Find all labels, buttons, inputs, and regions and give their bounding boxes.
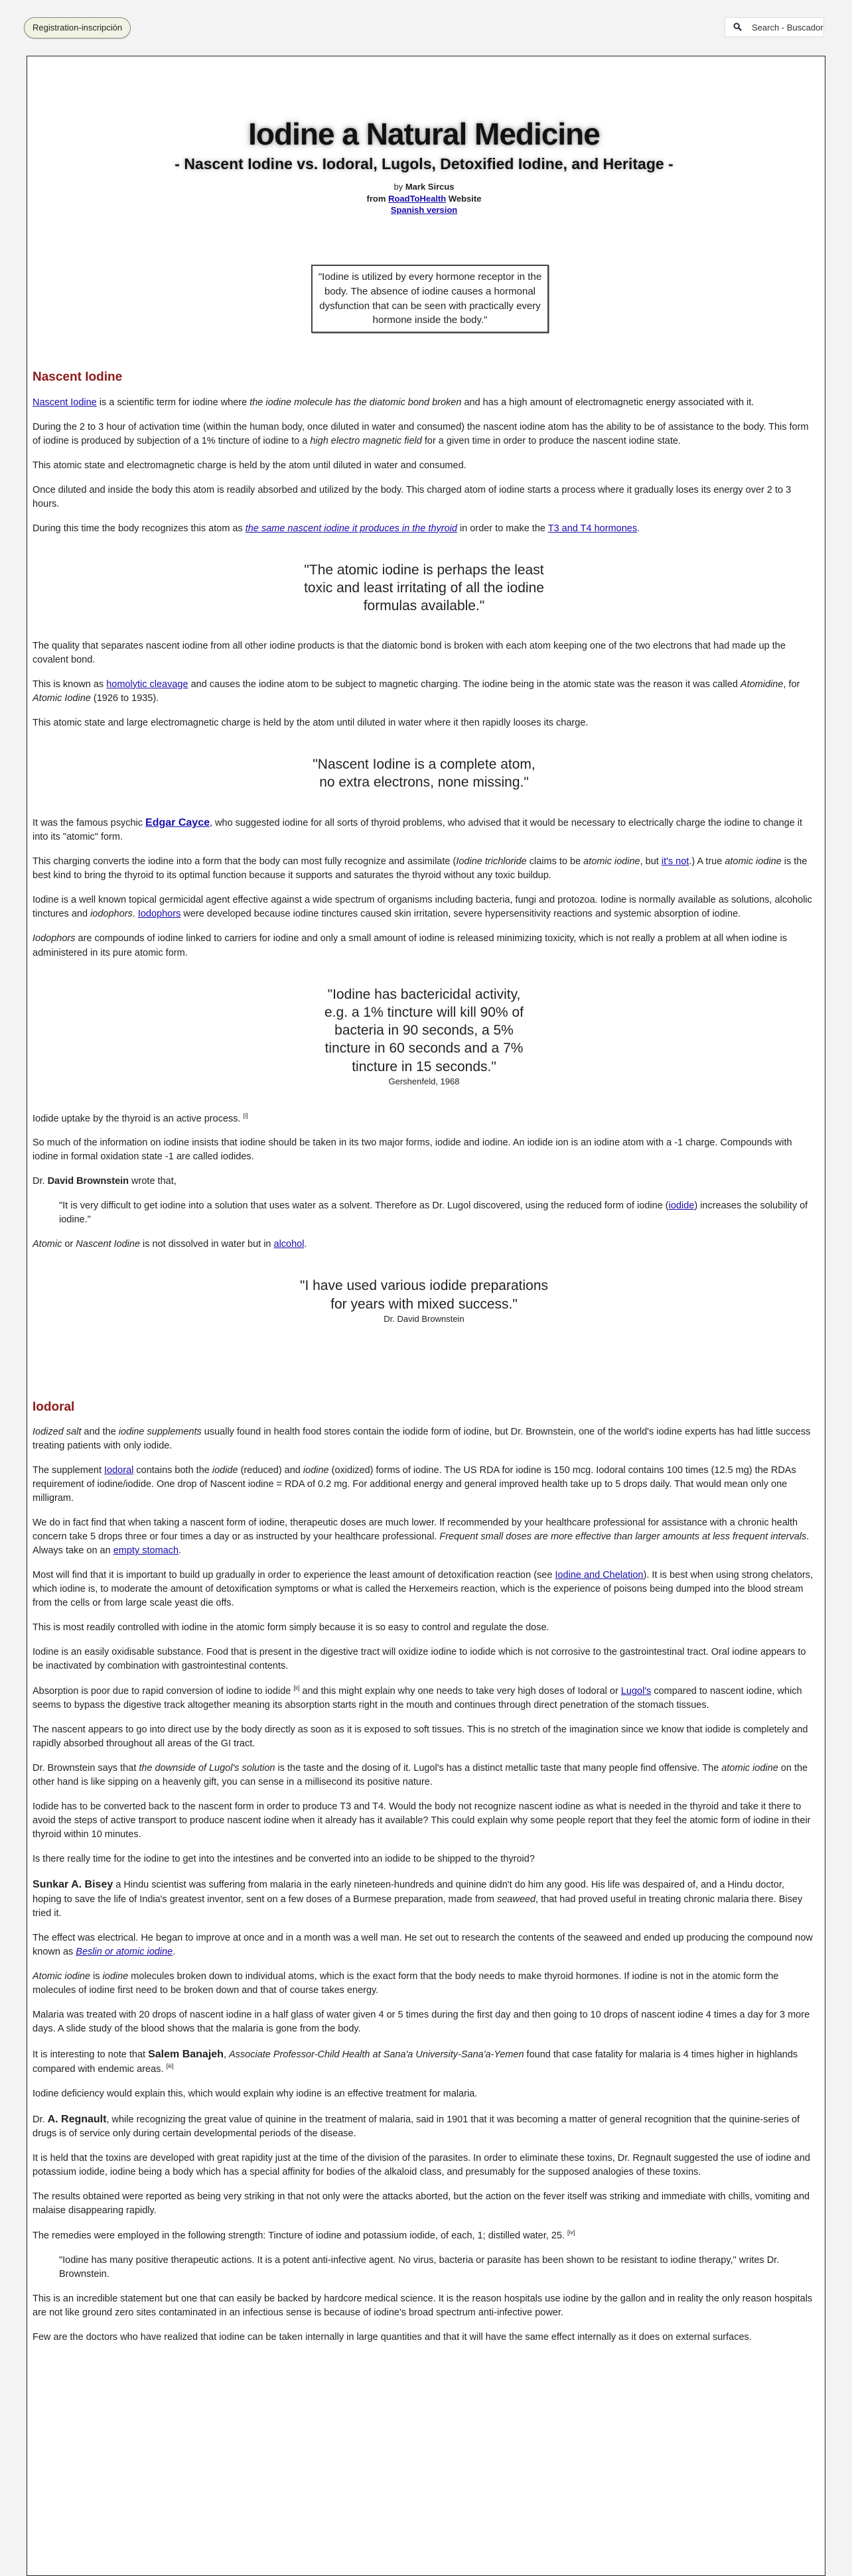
text: is <box>90 1970 103 1982</box>
text: contains both the <box>133 1465 212 1476</box>
text: the iodine molecule has the diatomic bond broken <box>249 397 462 408</box>
paragraph <box>33 2112 816 2141</box>
text: claims to be <box>526 856 584 868</box>
pull-quote-source: Dr. David Brownstein <box>384 1314 464 1324</box>
paragraph <box>33 2047 816 2077</box>
text: Dr. <box>33 1176 48 1187</box>
text: . <box>178 1545 182 1557</box>
text: It is interesting to note that <box>33 2049 149 2060</box>
paragraph: Is there really time for the iodine to get into the intestines and be converted into an iodide to be shipped to the thyroid? <box>33 1854 535 1865</box>
text: Iodine trichloride <box>456 856 527 868</box>
text: for a given time in order to produce the nascent iodine state. <box>421 435 681 446</box>
paragraph <box>33 1175 816 1189</box>
text: atomic iodine <box>725 856 782 868</box>
text: iodine <box>102 1970 129 1982</box>
text: Atomic <box>33 1239 62 1250</box>
text: ). It is best when using strong chelators, which iodine is, to moderate the amount of detoxification symptoms or what is called the Herxemeirs reaction, which is the experience of poisons being dumped into the blood stream from the cells or from large scale yeast die offs. <box>33 1570 813 1609</box>
page-subtitle: - Nascent Iodine vs. Iodoral, Lugols, Detoxified Iodine, and Heritage - <box>175 155 674 172</box>
text: usually found in health food stores contain the iodide form of iodine, but Dr. Brownstein, one of the world's iodine experts has had little success treating patients with only iodide. <box>33 1427 811 1452</box>
text: (oxidized) forms of iodine. The US RDA for iodine is 150 mcg. Iodoral contains 100 times (12.5 mg) the RDAs requirement of iodine/iodide. One drop of Nascent iodine = RDA of 0.2 mg. For additional energy and general improved health take up to 5 drops daily. That would mean only one milligram. <box>33 1465 796 1504</box>
nascent-iodine-link[interactable]: Nascent Iodine <box>33 397 97 408</box>
text: , but <box>640 856 662 868</box>
thyroid-nascent-link[interactable]: the same nascent iodine it produces in the thyroid <box>245 523 457 534</box>
site-link[interactable]: RoadToHealth <box>388 193 447 204</box>
paragraph: Once diluted and inside the body this atom is readily absorbed and utilized by the body. This charged atom of iodine starts a process where it gradually loses its energy over 2 to 3 hours. <box>33 484 792 509</box>
text: the downside of Lugol's solution <box>139 1763 275 1774</box>
pull-quote: "Nascent Iodine is a complete atom, no extra electrons, none missing." <box>313 756 535 790</box>
page-title: Iodine a Natural Medicine <box>248 117 600 151</box>
paragraph <box>33 2228 816 2243</box>
text: Absorption is poor due to rapid conversion of iodine to iodide <box>33 1686 294 1697</box>
pull-quote <box>33 1277 816 1324</box>
text: is not dissolved in water but in <box>140 1239 274 1250</box>
text: iodide <box>212 1465 238 1476</box>
text: Associate Professor-Child Health at Sana'a University-Sana'a-Yemen <box>229 2049 524 2060</box>
text: During the 2 to 3 hour of activation time (within the human body, once diluted in water and consumed) the nascent iodine atom has the ability to be of assistance to the body. This form of iodine is produced by subjection of a 1% tincture of iodine to a <box>33 421 809 446</box>
search-label: Search - Buscador <box>752 23 823 32</box>
paragraph <box>33 1425 816 1453</box>
paragraph: Iodide has to be converted back to the nascent form in order to produce T3 and T4. Would the body not recognize nascent iodine as what is needed in the thyroid and take it there to avoid the steps of active transport to produce nascent iodine when it already has it available? This could explain why some people report that they feel the atomic form of iodine in their thyroid within 10 minutes. <box>33 1801 811 1840</box>
iodoral-link[interactable]: Iodoral <box>104 1465 134 1476</box>
text: A. Regnault <box>47 2113 107 2125</box>
paragraph <box>33 1238 816 1252</box>
paragraph <box>33 1931 816 1959</box>
text: Atomic Iodine <box>33 692 91 704</box>
text: (reduced) and <box>238 1465 303 1476</box>
paragraph <box>33 1762 816 1789</box>
text: Frequent small doses are more effective than larger amounts at less frequent intervals <box>439 1531 807 1543</box>
text: Iodized salt <box>33 1427 82 1438</box>
text: and has a high amount of electromagnetic energy associated with it. <box>461 397 754 408</box>
registration-button[interactable]: Registration-inscripción <box>24 17 131 38</box>
paragraph <box>33 855 816 883</box>
from-prefix: from <box>366 193 386 204</box>
footnote-ref[interactable]: [iii] <box>166 2062 174 2069</box>
paragraph <box>33 396 816 410</box>
paragraph: Few are the doctors who have realized that iodine can be taken internally in large quantities and that it will have the same effect internally as it does on external surfaces. <box>33 2331 752 2343</box>
t3-t4-hormones-link[interactable]: T3 and T4 hormones <box>547 523 638 534</box>
text: is the taste and the dosing of it. Lugol's has a distinct metallic taste that many people find offensive. The <box>275 1763 722 1774</box>
iodide-link[interactable]: iodide <box>668 1200 695 1212</box>
iodine-chelation-link[interactable]: Iodine and Chelation <box>555 1570 644 1581</box>
paragraph <box>33 1569 816 1610</box>
article-content <box>33 56 816 2355</box>
pull-quote-text: "Iodine has bactericidal activity, e.g. a 1% tincture will kill 90% of bacteria in 90 seconds, a 5% tincture in 60 seconds and a 7% tincture in 15 seconds." <box>324 986 524 1074</box>
paragraph: Iodine is an easily oxidisable substance. Food that is present in the digestive tract will oxidize iodine to iodide which is not corrosive to the gastrointestinal tract. Oral iodine appears to be inactivated by combination with gastrointestinal contents. <box>33 1647 806 1672</box>
block-quote: "Iodine has many positive therapeutic actions. It is a potent anti-infective agent. No virus, bacteria or parasite has been shown to be resistant to iodine therapy," writes Dr. Brownstein. <box>59 2254 780 2280</box>
paragraph: It is held that the toxins are developed with great rapidity just at the time of the division of the parasites. In order to eliminate these toxins, Dr. Regnault suggested the use of iodine and potassium iodide, iodine being a body which has a special affinity for bodies of the alkaloid class, and presumably for the supposed analogies of these toxins. <box>33 2152 810 2177</box>
intro-quote: "Iodine is utilized by every hormone receptor in the body. The absence of iodine causes a hormonal dysfunction that can be seen with practically every hormone inside the body." <box>311 265 549 333</box>
text: , for <box>783 678 800 690</box>
its-not-link[interactable]: it's not <box>661 856 689 868</box>
text: , while recognizing the great value of quinine in the treatment of malaria, said in 1901 that it was becoming a matter of general recognition that the quinine-series of drugs is of service only during certain developmental periods of the disease. <box>33 2114 800 2139</box>
article-page <box>27 56 825 2576</box>
text: . <box>304 1239 307 1250</box>
text: in order to make the <box>457 523 548 534</box>
text: iodine <box>303 1465 329 1476</box>
text: a Hindu scientist was suffering from malaria in the early nineteen-hundreds and quinine didn't do him any good. His life was despaired of, and a Hindu doctor, hoping to save the life of India's greatest inventor, sent on a few doses of a Burmese preparation, made from <box>33 1880 784 1905</box>
text: "It is very difficult to get iodine into a solution that uses water as a solvent. Therefore as Dr. Lugol discovered, using the reduced form of iodine ( <box>59 1200 669 1212</box>
by-prefix: by <box>393 182 403 192</box>
text: or <box>62 1239 76 1250</box>
text: , <box>223 2049 229 2060</box>
pull-quote-source: Gershenfeld, 1968 <box>388 1076 460 1086</box>
text: iodophors <box>90 909 133 920</box>
text: , that had proved useful in treating chronic malaria there. Bisey tried it. <box>33 1894 803 1919</box>
section-heading-nascent: Nascent Iodine <box>33 370 123 384</box>
text: wrote that, <box>129 1176 177 1187</box>
paragraph: Iodine deficiency would explain this, which would explain why iodine is an effective treatment for malaria. <box>33 2088 478 2099</box>
text: Nascent Iodine <box>76 1239 141 1250</box>
author-name: Mark Sircus <box>405 182 455 192</box>
footnote-ref[interactable]: [i] <box>243 1112 248 1119</box>
paragraph: This atomic state and electromagnetic charge is held by the atom until diluted in water and consumed. <box>33 460 466 471</box>
text: and this might explain why one needs to take very high doses of Iodoral or <box>299 1686 621 1697</box>
text: seaweed <box>496 1894 536 1905</box>
text: This charging converts the iodine into a form that the body can most fully recognize and assimilate ( <box>33 856 457 868</box>
text: Salem Banajeh <box>148 2048 224 2060</box>
paragraph <box>33 1684 816 1712</box>
text: It was the famous psychic <box>33 818 146 829</box>
paragraph <box>33 815 816 844</box>
text: . <box>637 523 640 534</box>
text: Most will find that it is important to build up gradually in order to experience the least amount of detoxification reaction (see <box>33 1570 555 1581</box>
paragraph: The quality that separates nascent iodine from all other iodine products is that the diatomic bond is broken with each atom keeping one of the two electrons that had made up the covalent bond. <box>33 640 786 665</box>
text: . Always take on an <box>33 1531 810 1557</box>
paragraph: The results obtained were reported as being very striking in that not only were the attacks aborted, but the action on the fever itself was striking and immediate with chills, vomiting and malaise disappearing rapidly. <box>33 2191 810 2216</box>
text: Atomic iodine <box>33 1970 91 1982</box>
byline <box>33 181 816 216</box>
text: , who suggested iodine for all sorts of thyroid problems, who advised that it would be necessary to electrically charge the iodine to change it into its "atomic" form. <box>33 818 803 843</box>
footnote-ref[interactable]: [ii] <box>293 1685 300 1692</box>
text: .) A true <box>689 856 725 868</box>
paragraph <box>33 420 816 448</box>
paragraph <box>33 1516 816 1558</box>
text: were developed because iodine tinctures caused skin irritation, severe hypersensitivity reactions and systemic absorption of iodine. <box>180 909 741 920</box>
homolytic-cleavage-link[interactable]: homolytic cleavage <box>106 678 188 690</box>
text: Atomidine <box>740 678 784 690</box>
text: molecules broken down to individual atoms, which is the exact form that the body needs to make thyroid hormones. If iodine is not in the atomic form the molecules of iodine first need to be broken down and that of course takes energy. <box>33 1970 779 1996</box>
top-bar <box>0 0 852 56</box>
footnote-ref[interactable]: [iv] <box>567 2229 575 2236</box>
section-heading-iodoral: Iodoral <box>33 1399 75 1414</box>
text: We do in fact find that when taking a nascent form of iodine, therapeutic doses are much lower. If recommended by your healthcare professional for assistance with a chronic health concern take 5 drops three or four times a day or as instructed by your healthcare professional. <box>33 1517 798 1543</box>
edgar-cayce-link[interactable]: Edgar Cayce <box>145 817 210 829</box>
text: Dr. <box>33 2114 48 2125</box>
alcohol-link[interactable]: alcohol <box>273 1239 305 1250</box>
text: (1926 to 1935). <box>90 692 159 704</box>
text: The supplement <box>33 1465 105 1476</box>
text: and causes the iodine atom to be subject to magnetic charging. The iodine being in the atomic state was the reason it was called <box>188 678 741 690</box>
paragraph: This is most readily controlled with iodine in the atomic form simply because it is so easy to control and regulate the dose. <box>33 1622 549 1634</box>
paragraph <box>33 522 816 536</box>
paragraph <box>33 1112 816 1126</box>
text: The remedies were employed in the following strength: Tincture of iodine and potassium iodide, of each, 1; distilled water, 25. <box>33 2230 565 2241</box>
text: The effect was electrical. He began to improve at once and in a month was a well man. He set out to research the contents of the seaweed and ended up producing the compound now known as <box>33 1932 813 1957</box>
paragraph: Malaria was treated with 20 drops of nascent iodine in a half glass of water given 4 or 5 times during the first day and then going to 10 drops of nascent iodine 4 times a day for 3 more days. A slide study of the blood shows that the malaria is gone from the body. <box>33 2009 810 2034</box>
block-quote <box>59 1199 816 1227</box>
text: atomic iodine <box>721 1763 778 1774</box>
text: . <box>132 909 138 920</box>
text: on the other hand is like sipping on a heavenly gift, you can sense in a millisecond its positive nature. <box>33 1763 808 1788</box>
text: Dr. Brownstein says that <box>33 1763 139 1774</box>
paragraph <box>33 678 816 706</box>
text: This is known as <box>33 678 107 690</box>
spanish-version-link[interactable]: Spanish version <box>390 205 458 216</box>
hero <box>33 56 816 368</box>
text: Iodophors <box>33 933 76 944</box>
text: Sunkar A. Bisey <box>33 1879 113 1891</box>
text: iodine supplements <box>118 1427 202 1438</box>
lugols-link[interactable]: Lugol's <box>620 1686 652 1697</box>
text: are compounds of iodine linked to carriers for iodine and only a small amount of iodine is released minimizing toxicity, which is not really a problem at all when iodine is administered in its pure atomic form. <box>33 933 787 958</box>
pull-quote-text: "I have used various iodide preparations for years with mixed success." <box>299 1278 549 1312</box>
text: Iodine is a well known topical germicidal agent effective against a wide spectrum of organisms including bacteria, fungi and protozoa. Iodine is normally available as solutions, alcoholic tinctures and <box>33 895 812 920</box>
paragraph <box>33 1464 816 1506</box>
paragraph: So much of the information on iodine insists that iodine should be taken in its two major forms, iodide and iodine. An iodide ion is an iodine atom with a -1 charge. Compounds with iodine in formal oxidation state -1 are called iodides. <box>33 1137 792 1163</box>
paragraph <box>33 1877 816 1920</box>
paragraph <box>33 893 816 921</box>
search-icon <box>733 23 742 31</box>
text: ) increases the solubility of iodine." <box>59 1200 808 1226</box>
paragraph <box>33 1970 816 1998</box>
text: David Brownstein <box>47 1176 129 1187</box>
text: . <box>173 1946 176 1957</box>
paragraph: This is an incredible statement but one that can easily be backed by hardcore medical science. It is the reason hospitals use iodine by the gallon and in reality the only reason hospitals are not like ground zero sites contaminated in an infectious sense is because of iodine's broad spectrum anti-infective power. <box>33 2293 813 2318</box>
text: and the <box>81 1427 119 1438</box>
text: is a scientific term for iodine where <box>96 397 250 408</box>
text: is the best kind to bring the thyroid to its optimal function because it supports and saturates the thyroid without any toxic buildup. <box>33 856 808 881</box>
site-suffix: Website <box>448 193 482 204</box>
paragraph <box>33 932 816 960</box>
pull-quote <box>33 986 816 1088</box>
paragraph: The nascent appears to go into direct use by the body directly as soon as it is exposed to soft tissues. This is no stretch of the imagination since we know that iodide is completely and rapidly absorbed throughout all areas of the GI tract. <box>33 1724 808 1750</box>
pull-quote: "The atomic iodine is perhaps the least toxic and least irritating of all the iodine formulas available." <box>304 562 544 614</box>
text: Iodide uptake by the thyroid is an active process. <box>33 1113 241 1124</box>
empty-stomach-link[interactable]: empty stomach <box>113 1545 179 1557</box>
paragraph: This atomic state and large electromagnetic charge is held by the atom until diluted in water where it then rapidly looses its charge. <box>33 717 589 728</box>
text: During this time the body recognizes this atom as <box>33 523 246 534</box>
text: compared to nascent iodine, which seems to bypass the digestive track altogether meaning its absorption starts right in the mouth and continues through direct penetration of the stomach tissues. <box>33 1686 802 1711</box>
text: found that case fatality for malaria is 4 times higher in highlands compared with endemic areas. <box>33 2049 798 2075</box>
beslin-link[interactable]: Beslin or atomic iodine <box>76 1946 173 1957</box>
iodophors-link[interactable]: Iodophors <box>137 909 181 920</box>
search-button[interactable] <box>725 17 824 37</box>
text: atomic iodine <box>583 856 640 868</box>
text: high electro magnetic field <box>310 435 422 446</box>
